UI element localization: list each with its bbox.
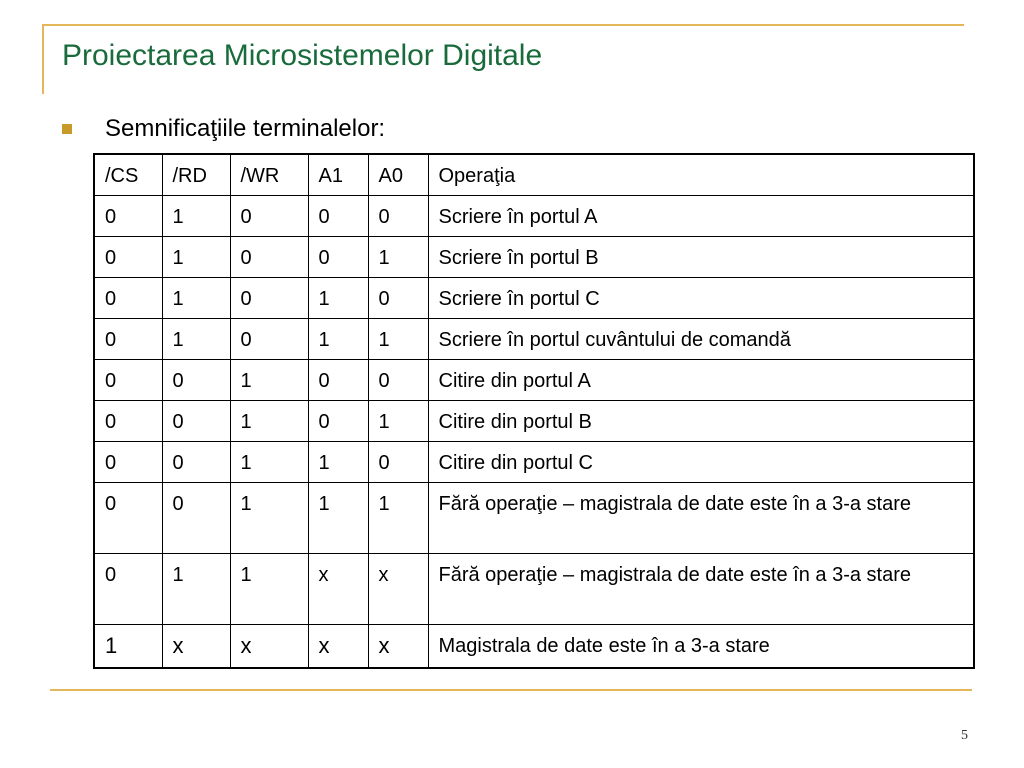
table-cell: x [368, 553, 428, 624]
table-cell: x [230, 624, 308, 668]
table-cell: 0 [230, 318, 308, 359]
table-cell: x [162, 624, 230, 668]
table-row [94, 359, 974, 400]
table-row [94, 277, 974, 318]
table-cell: 1 [368, 236, 428, 277]
table-cell: 1 [162, 195, 230, 236]
table-cell: x [368, 624, 428, 668]
table-cell-operation: Scriere în portul C [428, 277, 974, 318]
header-cell-cs: /CS [94, 154, 162, 195]
table-row [94, 553, 974, 624]
header-cell-operation: Operaţia [428, 154, 974, 195]
table-cell: 0 [162, 441, 230, 482]
table-cell: 1 [308, 277, 368, 318]
title-frame-vertical-line [42, 24, 44, 94]
header-cell-a0: A0 [368, 154, 428, 195]
table-cell: 0 [308, 359, 368, 400]
slide-title: Proiectarea Microsistemelor Digitale [62, 39, 543, 72]
bullet-item [62, 112, 385, 146]
table-cell: 0 [368, 441, 428, 482]
table-cell: 1 [230, 553, 308, 624]
table-cell: x [308, 624, 368, 668]
page-number: 5 [961, 728, 968, 743]
table-cell: 1 [308, 441, 368, 482]
table-header-row [94, 154, 974, 195]
table-cell: 1 [94, 624, 162, 668]
table-cell-operation: Fără operaţie – magistrala de date este în a 3-a stare [428, 482, 974, 553]
table-cell: 0 [94, 482, 162, 553]
table-cell: 0 [94, 195, 162, 236]
header-cell-wr: /WR [230, 154, 308, 195]
terminal-table [93, 153, 975, 669]
table-cell: 0 [230, 195, 308, 236]
table-cell: 1 [162, 553, 230, 624]
table-row [94, 441, 974, 482]
table-cell: 1 [368, 482, 428, 553]
table-cell-operation: Magistrala de date este în a 3-a stare [428, 624, 974, 668]
table-cell: 0 [94, 400, 162, 441]
table-cell-operation: Scriere în portul cuvântului de comandă [428, 318, 974, 359]
table-cell: 1 [162, 236, 230, 277]
table-cell: 0 [94, 277, 162, 318]
table-cell: 0 [230, 236, 308, 277]
table-cell: 0 [94, 318, 162, 359]
footer-divider [50, 689, 972, 691]
table-cell-operation: Citire din portul B [428, 400, 974, 441]
table-cell-operation: Fără operaţie – magistrala de date este în a 3-a stare [428, 553, 974, 624]
square-bullet-icon [62, 124, 72, 134]
title-frame-horizontal-line [42, 24, 964, 26]
table-cell: 0 [368, 195, 428, 236]
table-cell: 1 [162, 277, 230, 318]
table-cell: 0 [94, 441, 162, 482]
table-cell: 1 [230, 482, 308, 553]
table-cell: 1 [368, 318, 428, 359]
table-cell: 0 [308, 195, 368, 236]
table-cell: 0 [308, 236, 368, 277]
table-cell: 1 [162, 318, 230, 359]
table-cell-operation: Citire din portul C [428, 441, 974, 482]
table-cell: 0 [308, 400, 368, 441]
table-cell-operation: Scriere în portul A [428, 195, 974, 236]
bullet-text: Semnificaţiile terminalelor: [105, 115, 386, 142]
table-cell: 0 [94, 359, 162, 400]
table-cell: 0 [368, 277, 428, 318]
table-cell: x [308, 553, 368, 624]
table-cell: 0 [94, 553, 162, 624]
table-row [94, 195, 974, 236]
table-cell: 0 [162, 359, 230, 400]
table-cell-operation: Citire din portul A [428, 359, 974, 400]
header-cell-a1: A1 [308, 154, 368, 195]
table-cell: 1 [308, 318, 368, 359]
table-cell: 1 [230, 400, 308, 441]
table-cell: 0 [94, 236, 162, 277]
table-cell: 1 [368, 400, 428, 441]
table-row [94, 318, 974, 359]
table-row [94, 482, 974, 553]
table-row [94, 236, 974, 277]
table-cell: 1 [230, 359, 308, 400]
table-cell-operation: Scriere în portul B [428, 236, 974, 277]
table-row [94, 624, 974, 668]
table-cell: 1 [230, 441, 308, 482]
table-row [94, 400, 974, 441]
table-cell: 0 [162, 482, 230, 553]
table-cell: 0 [368, 359, 428, 400]
table-cell: 0 [230, 277, 308, 318]
header-cell-rd: /RD [162, 154, 230, 195]
table-cell: 1 [308, 482, 368, 553]
table-cell: 0 [162, 400, 230, 441]
